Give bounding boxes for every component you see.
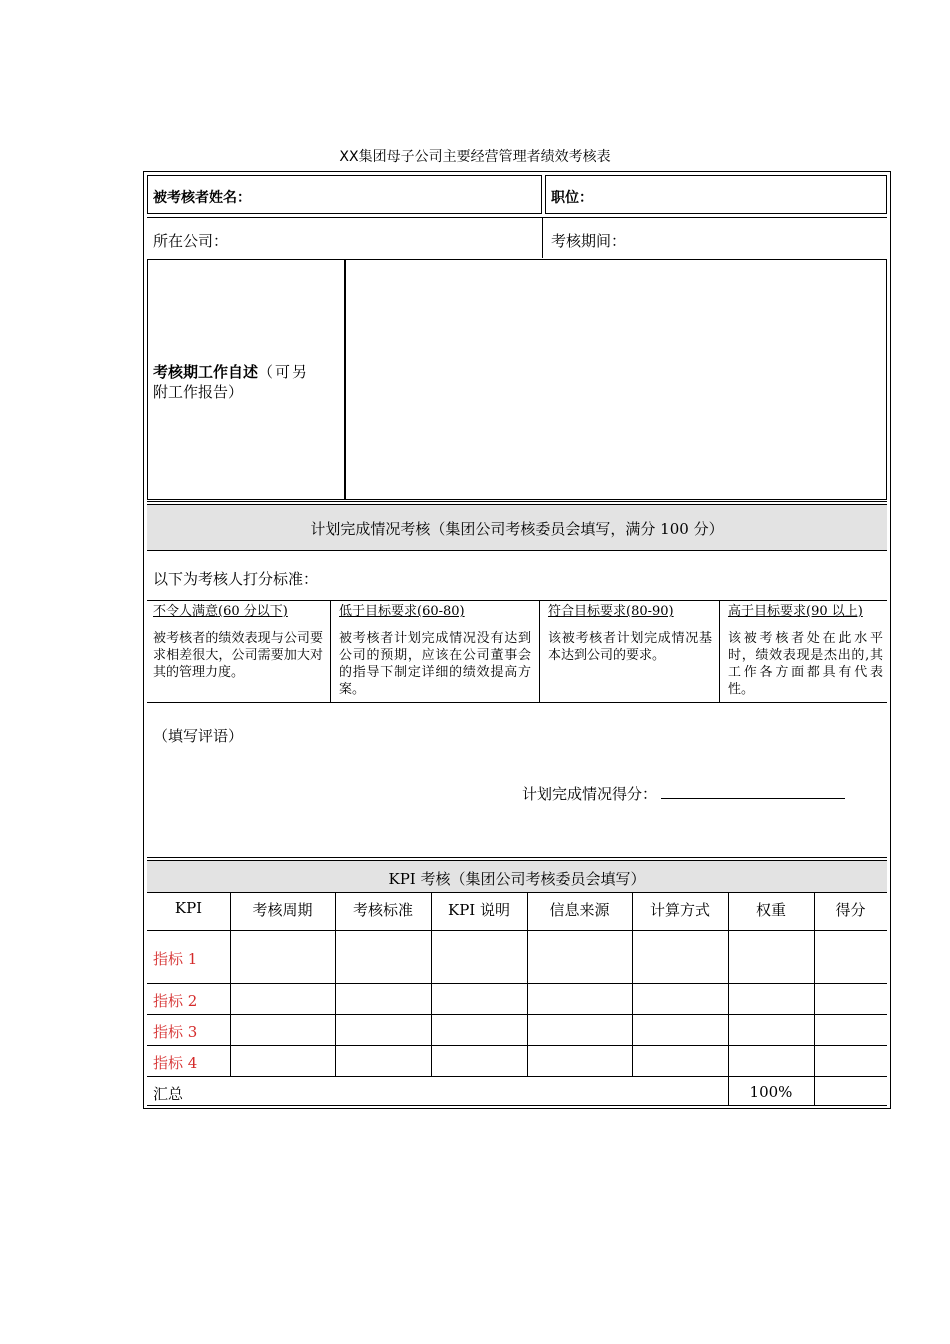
period-label: 考核期间： bbox=[551, 232, 627, 250]
criterion-unsatisfactory bbox=[153, 603, 323, 681]
col-source: 信息来源 bbox=[549, 901, 610, 919]
indicator-3: 指标 3 bbox=[153, 1023, 198, 1041]
divider bbox=[147, 501, 887, 502]
company-label: 所在公司： bbox=[153, 232, 229, 250]
divider bbox=[147, 983, 887, 984]
divider bbox=[814, 892, 815, 1105]
criterion-meets-target bbox=[548, 603, 712, 664]
divider bbox=[719, 600, 720, 702]
indicator-2: 指标 2 bbox=[153, 992, 198, 1010]
divider bbox=[147, 1076, 887, 1077]
criterion-desc: 被考核者计划完成情况没有达到公司的预期，应该在公司董事会的指导下制定详细的绩效提高方案。 bbox=[339, 631, 531, 697]
comment-input[interactable] bbox=[147, 703, 887, 857]
position-label: 职位： bbox=[551, 190, 593, 206]
divider bbox=[728, 892, 729, 1105]
divider bbox=[539, 600, 540, 702]
self-review-label bbox=[153, 362, 339, 402]
col-calculation: 计算方式 bbox=[649, 901, 710, 919]
col-kpi: KPI bbox=[174, 899, 203, 917]
comment-label: （填写评语） bbox=[153, 727, 244, 745]
self-review-note: （可另 bbox=[258, 363, 310, 381]
self-review-title: 考核期工作自述 bbox=[153, 363, 259, 381]
self-review-note-2: 附工作报告） bbox=[153, 383, 244, 401]
standard-intro: 以下为考核人打分标准： bbox=[153, 570, 319, 588]
criterion-below-target bbox=[339, 603, 531, 698]
kpi-header: KPI 考核（集团公司考核委员会填写） bbox=[388, 870, 646, 888]
plan-score-label: 计划完成情况得分： bbox=[522, 785, 658, 803]
divider bbox=[147, 930, 887, 931]
divider bbox=[147, 1014, 887, 1015]
summary-weight: 100% bbox=[749, 1083, 793, 1101]
position-cell[interactable] bbox=[545, 175, 887, 214]
plan-score bbox=[522, 783, 845, 804]
plan-score-field[interactable] bbox=[661, 784, 845, 799]
indicator-1: 指标 1 bbox=[153, 950, 198, 968]
criterion-heading: 高于目标要求(90 以上) bbox=[728, 604, 863, 619]
divider bbox=[330, 600, 331, 702]
divider bbox=[147, 860, 887, 861]
summary-label: 汇总 bbox=[153, 1085, 184, 1103]
form-title: XX集团母子公司主要经营管理者绩效考核表 bbox=[339, 149, 611, 165]
criterion-above-target bbox=[728, 603, 883, 698]
col-description: KPI 说明 bbox=[448, 901, 510, 919]
criterion-heading: 低于目标要求(60-80) bbox=[339, 604, 465, 619]
plan-header: 计划完成情况考核（集团公司考核委员会填写，满分 100 分） bbox=[310, 520, 724, 538]
divider bbox=[147, 504, 887, 505]
divider bbox=[147, 1105, 887, 1106]
criterion-heading: 符合目标要求(80-90) bbox=[548, 604, 674, 619]
divider bbox=[147, 550, 887, 551]
col-score: 得分 bbox=[835, 901, 866, 919]
name-label: 被考核者姓名： bbox=[153, 190, 251, 206]
col-period: 考核周期 bbox=[252, 901, 313, 919]
divider bbox=[147, 217, 887, 218]
criterion-desc: 被考核者的绩效表现与公司要求相差很大，公司需要加大对其的管理力度。 bbox=[153, 631, 323, 680]
divider bbox=[147, 857, 887, 858]
divider bbox=[147, 892, 887, 893]
criterion-desc: 该被考核者处在此水平时，绩效表现是杰出的,其工作各方面都具有代表性。 bbox=[728, 631, 883, 697]
self-review-input[interactable] bbox=[345, 259, 887, 500]
col-weight: 权重 bbox=[755, 901, 786, 919]
divider bbox=[147, 1045, 887, 1046]
criterion-heading: 不令人满意(60 分以下) bbox=[153, 604, 288, 619]
divider bbox=[542, 217, 543, 258]
criterion-desc: 该被考核者计划完成情况基本达到公司的要求。 bbox=[548, 631, 712, 663]
divider bbox=[147, 600, 887, 601]
indicator-4: 指标 4 bbox=[153, 1054, 198, 1072]
col-standard: 考核标准 bbox=[352, 901, 413, 919]
